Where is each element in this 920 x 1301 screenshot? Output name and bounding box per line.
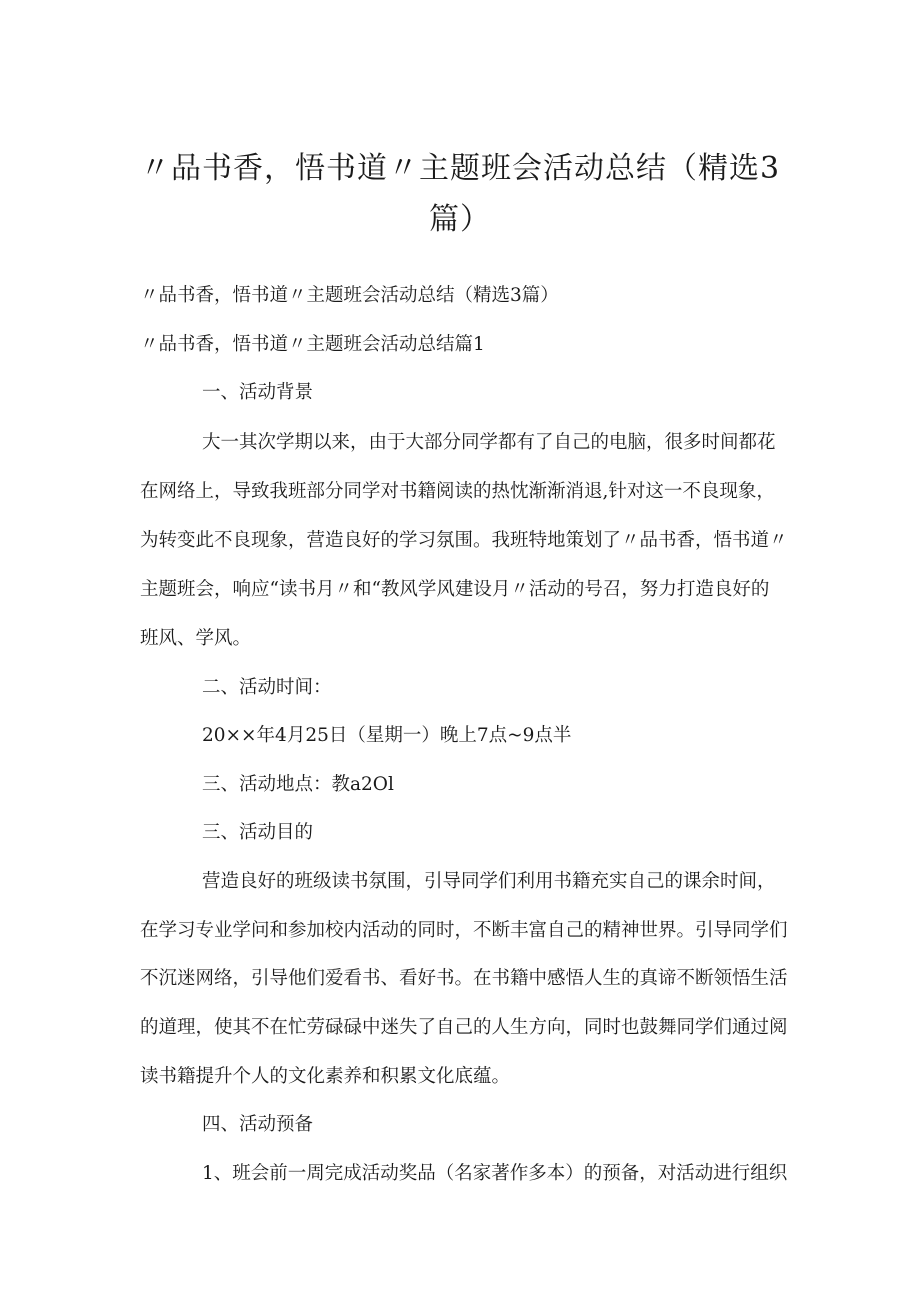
paragraph-line: 1、班会前一周完成活动奖品（名家著作多本）的预备，对活动进行组织	[202, 1163, 788, 1184]
activity-time: 20××年4月25日（星期一）晚上7点~9点半	[202, 725, 572, 746]
heading-time: 二、活动时间：	[202, 677, 332, 698]
paragraph-line: 班风、学风。	[140, 628, 252, 649]
paragraph-line: 大一其次学期以来，由于大部分同学都有了自己的电脑，很多时间都花	[202, 432, 776, 453]
heading-location: 三、活动地点：教a2Ol	[202, 774, 394, 795]
paragraph-line: 的道理，使其不在忙劳碌碌中迷失了自己的人生方向，同时也鼓舞同学们通过阅	[140, 1017, 788, 1038]
section-title: 〃品书香，悟书道〃主题班会活动总结篇1	[140, 334, 485, 355]
paragraph-line: 主题班会，响应“读书月〃和“教风学风建设月〃活动的号召，努力打造良好的	[140, 579, 770, 600]
document-title-line-1: 〃品书香，悟书道〃主题班会活动总结（精选3	[139, 151, 781, 186]
paragraph-line: 读书籍提升个人的文化素养和积累文化底蕴。	[140, 1066, 511, 1087]
heading-background: 一、活动背景	[202, 382, 314, 403]
subtitle: 〃品书香，悟书道〃主题班会活动总结（精选3篇）	[140, 285, 559, 306]
paragraph-line: 营造良好的班级读书氛围，引导同学们利用书籍充实自己的课余时间，	[202, 871, 776, 892]
paragraph-line: 为转变此不良现象，营造良好的学习氛围。我班特地策划了〃品书香，悟书道〃	[140, 530, 788, 551]
document-title-line-2: 篇）	[429, 202, 491, 237]
heading-purpose: 三、活动目的	[202, 822, 314, 843]
paragraph-line: 在网络上，导致我班部分同学对书籍阅读的热忱渐渐消退,针对这一不良现象，	[140, 481, 775, 502]
paragraph-line: 在学习专业学问和参加校内活动的同时，不断丰富自己的精神世界。引导同学们	[140, 920, 788, 941]
heading-preparation: 四、活动预备	[202, 1114, 314, 1135]
paragraph-line: 不沉迷网络，引导他们爱看书、看好书。在书籍中感悟人生的真谛不断领悟生活	[140, 968, 788, 989]
